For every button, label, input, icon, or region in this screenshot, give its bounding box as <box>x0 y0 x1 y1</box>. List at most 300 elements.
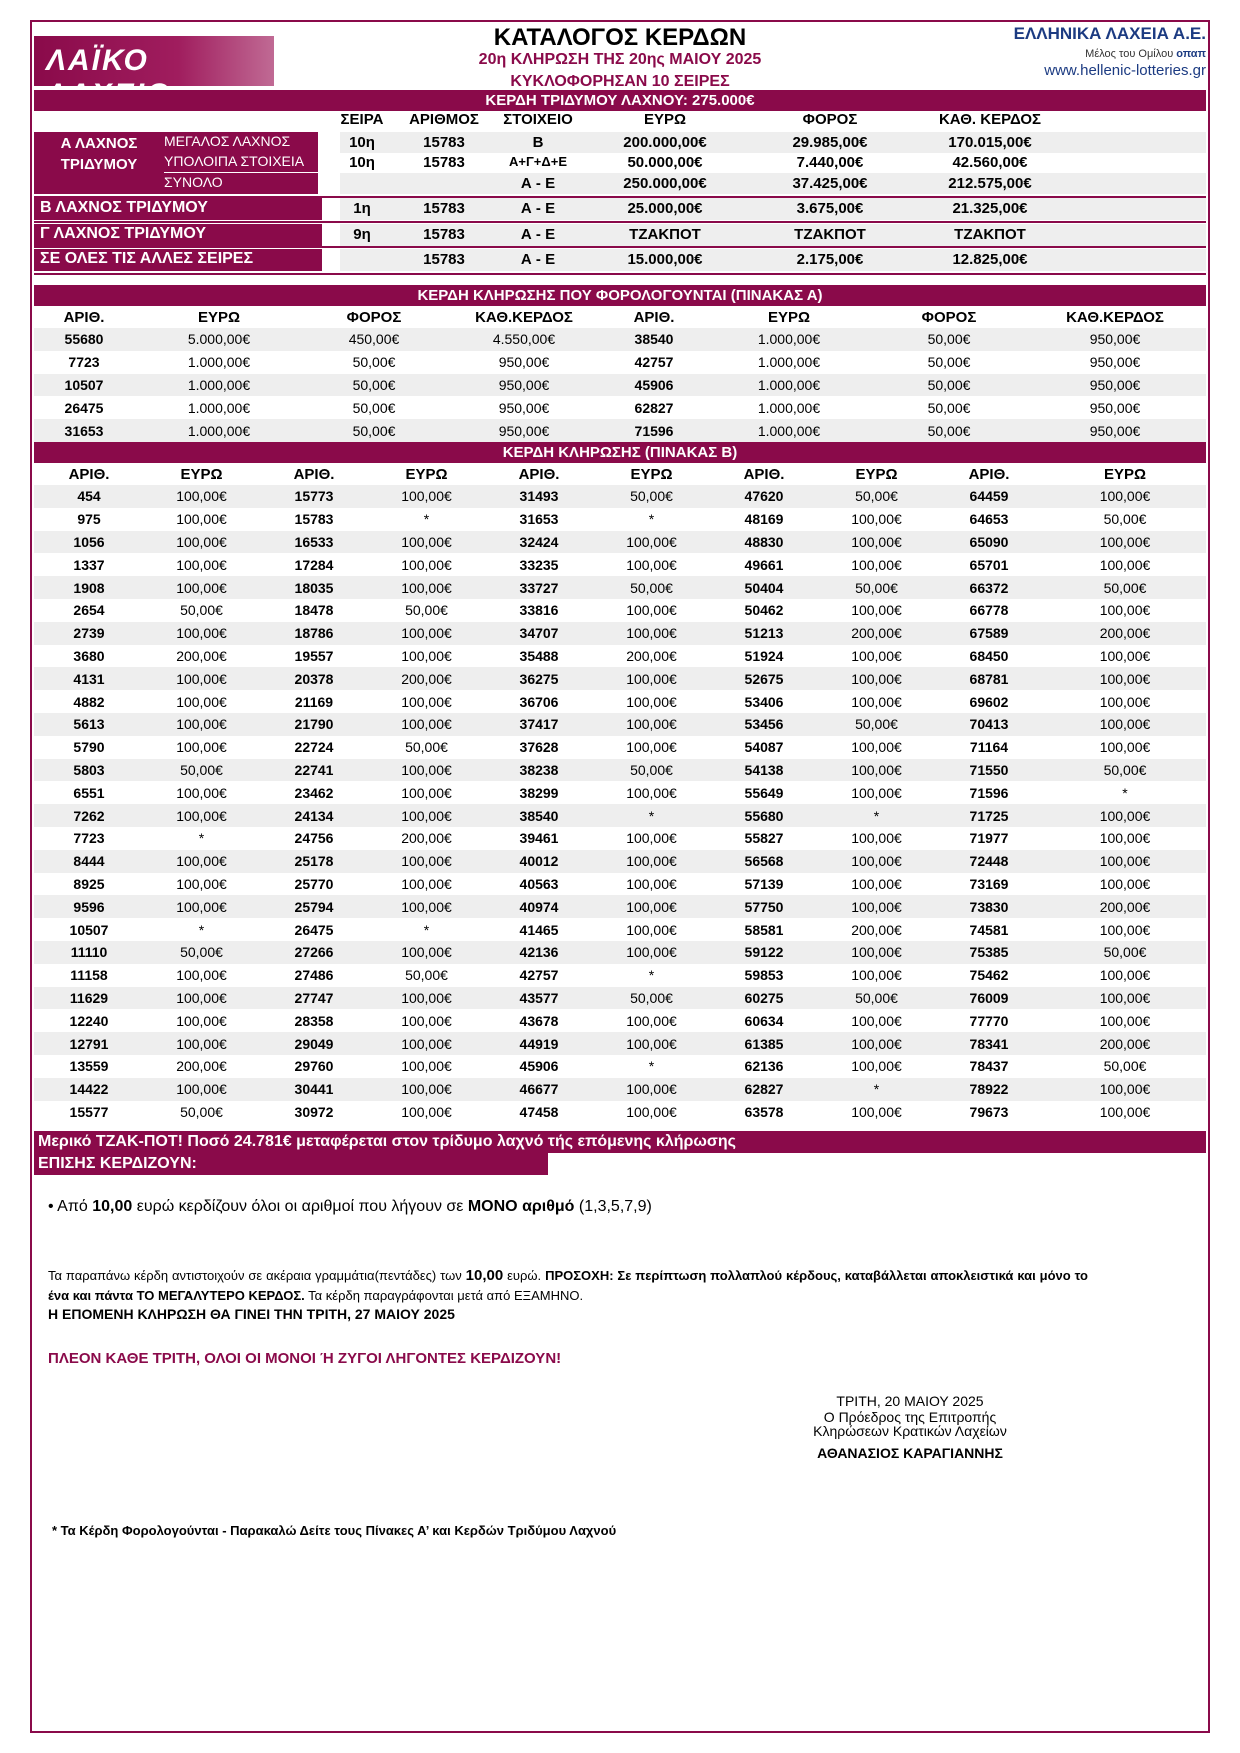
prize-amount: 200,00€ <box>1044 895 1206 918</box>
prize-amount: 100,00€ <box>401 875 452 892</box>
prize-amount: 100,00€ <box>851 556 902 573</box>
tableB-header: ΑΡΙΘ. <box>68 465 110 483</box>
triple-cell-net: 12.825,00€ <box>952 251 1028 268</box>
prize-amount: 100,00€ <box>851 1058 902 1075</box>
company-name: ΕΛΛΗΝΙΚΑ ΛΑΧΕΙΑ Α.Ε. <box>1013 24 1206 43</box>
prize-amount: 200,00€ <box>176 647 227 664</box>
bullet-odd-numbers: • Από 10,00 ευρώ κερδίζουν όλοι οι αριθμοί που λήγουν σε ΜΟΝΟ αριθμό (1,3,5,7,9) <box>48 1198 652 1215</box>
tableB-header: ΑΡΙΘ. <box>293 465 335 483</box>
ticket-number: 66372 <box>934 576 1044 599</box>
table-row <box>34 873 1206 896</box>
ticket-number: 45906 <box>604 374 704 397</box>
ticket-number: 26475 <box>294 921 334 938</box>
ticket-number: 27747 <box>259 987 369 1010</box>
prize-amount: * <box>594 804 709 827</box>
ticket-number: 25178 <box>259 850 369 873</box>
ticket-number: 23462 <box>294 784 334 801</box>
ticket-number: 6551 <box>73 784 105 801</box>
triple-cell-num: 15783 <box>423 226 465 243</box>
prize-amount: 100,00€ <box>819 850 934 873</box>
table-row <box>34 508 1206 531</box>
ticket-number: 8444 <box>34 850 144 873</box>
ticket-number: 46677 <box>484 1078 594 1101</box>
table-row <box>34 351 1206 374</box>
ticket-number: 7723 <box>68 354 100 371</box>
prize-amount: 100,00€ <box>594 667 709 690</box>
prize-amount: 50,00€ <box>304 419 444 442</box>
prize-amount: 100,00€ <box>1044 987 1206 1010</box>
prize-amount: 50,00€ <box>594 759 709 782</box>
ticket-number: 51924 <box>744 647 784 664</box>
prize-amount: 450,00€ <box>304 328 444 351</box>
also-win-bar: ΕΠΙΣΗΣ ΚΕΡΔΙΖΟΥΝ: <box>34 1153 548 1175</box>
ticket-number: 69602 <box>969 693 1009 710</box>
triple-header-5: ΚΑΘ. ΚΕΡΔΟΣ <box>938 111 1042 128</box>
prize-amount: 100,00€ <box>626 875 677 892</box>
ticket-number: 47458 <box>519 1103 559 1120</box>
prize-amount: 1.000,00€ <box>187 399 251 416</box>
prize-amount: 100,00€ <box>176 784 227 801</box>
prize-amount: * <box>423 921 430 938</box>
table-row <box>34 964 1206 987</box>
prize-amount: 50,00€ <box>819 713 934 736</box>
triple-header-0: ΣΕΙΡΑ <box>340 111 384 128</box>
ticket-number: 72448 <box>934 850 1044 873</box>
triple-header-3: ΕΥΡΩ <box>643 111 687 128</box>
opap-brand: οπαπ <box>1176 48 1206 60</box>
prize-amount: 100,00€ <box>144 895 259 918</box>
ticket-number: 27266 <box>259 941 369 964</box>
prize-amount: 50,00€ <box>594 485 709 508</box>
ticket-number: 4882 <box>73 693 105 710</box>
tableA-header: ΚΑΘ.ΚΕΡΔΟΣ <box>1066 308 1164 326</box>
triple-row-label-3: Β ΛΑΧΝΟΣ ΤΡΙΔΥΜΟΥ <box>40 199 208 216</box>
prize-amount: 100,00€ <box>1099 830 1151 847</box>
ticket-number: 35488 <box>519 647 559 664</box>
prize-amount: 50,00€ <box>304 374 444 397</box>
triple-cell-stoixeio: Β <box>532 134 544 151</box>
prize-amount: 100,00€ <box>369 713 484 736</box>
ticket-number: 78922 <box>934 1078 1044 1101</box>
prize-amount: 950,00€ <box>498 399 550 416</box>
prize-amount: 200,00€ <box>1044 1032 1206 1055</box>
tableB-header: ΑΡΙΘ. <box>743 465 785 483</box>
tableB-header: ΕΥΡΩ <box>855 465 898 483</box>
prize-amount: 100,00€ <box>594 713 709 736</box>
ticket-number: 43678 <box>519 1012 559 1029</box>
tableB-header: ΑΡΙΘ. <box>518 465 560 483</box>
ticket-number: 79673 <box>969 1103 1009 1120</box>
ticket-number: 37628 <box>519 739 559 756</box>
prize-amount: 100,00€ <box>369 941 484 964</box>
ticket-number: 75462 <box>969 967 1009 984</box>
table-row <box>34 328 1206 351</box>
ticket-number: 16533 <box>259 531 369 554</box>
prize-amount: * <box>819 804 934 827</box>
prize-amount: 100,00€ <box>1044 1078 1206 1101</box>
prize-amount: 100,00€ <box>594 895 709 918</box>
ticket-number: 71977 <box>969 830 1009 847</box>
prize-amount: 100,00€ <box>369 895 484 918</box>
prize-amount: 50,00€ <box>594 576 709 599</box>
prize-amount: 100,00€ <box>1099 875 1151 892</box>
ticket-number: 61385 <box>709 1032 819 1055</box>
ticket-number: 43577 <box>484 987 594 1010</box>
signature-date: ΤΡΙΤΗ, 20 ΜΑΙΟΥ 2025 <box>836 1393 984 1409</box>
prize-amount: 100,00€ <box>626 739 677 756</box>
table-row <box>34 531 1206 554</box>
signature-role1: Ο Πρόεδρος της Επιτροπής <box>823 1409 997 1425</box>
prize-amount: 50,00€ <box>352 399 396 416</box>
prize-amount: 50,00€ <box>144 941 259 964</box>
ticket-number: 12240 <box>69 1012 109 1029</box>
triple-row-label-1: ΥΠΟΛΟΙΠΑ ΣΤΟΙΧΕΙΑ <box>164 153 305 169</box>
triple-cell-euro: 200.000,00€ <box>623 134 707 151</box>
ticket-number: 33727 <box>484 576 594 599</box>
ticket-number: 22724 <box>294 739 334 756</box>
ticket-number: 71725 <box>934 804 1044 827</box>
prize-amount: 200,00€ <box>819 622 934 645</box>
prize-amount: 100,00€ <box>851 739 902 756</box>
triple-cell-euro: 25.000,00€ <box>627 200 703 217</box>
ticket-number: 70413 <box>934 713 1044 736</box>
prize-amount: 100,00€ <box>1044 713 1206 736</box>
prize-amount: 200,00€ <box>851 921 902 938</box>
prize-amount: 100,00€ <box>401 647 452 664</box>
triple-header-1: ΑΡΙΘΜΟΣ <box>409 111 479 128</box>
ticket-number: 18035 <box>259 576 369 599</box>
ticket-number: 71596 <box>969 784 1009 801</box>
ticket-number: 31493 <box>484 485 594 508</box>
ticket-number: 33816 <box>519 602 559 619</box>
prize-amount: * <box>648 1058 655 1075</box>
prize-amount: 950,00€ <box>1089 354 1141 371</box>
logo-text: ΛΑΪΚΟ <box>46 44 149 77</box>
tableA-header: ΦΟΡΟΣ <box>921 308 977 326</box>
tableB-header: ΕΥΡΩ <box>405 465 448 483</box>
ticket-number: 11158 <box>70 967 108 984</box>
table-row <box>34 419 1206 442</box>
table-row <box>34 827 1206 850</box>
prize-amount: 100,00€ <box>819 531 934 554</box>
prize-amount: 100,00€ <box>594 1032 709 1055</box>
tableB-header-row <box>34 463 1206 485</box>
prize-amount: 100,00€ <box>851 647 902 664</box>
prize-amount: 100,00€ <box>369 1032 484 1055</box>
prize-amount: 100,00€ <box>851 693 902 710</box>
prize-amount: 100,00€ <box>369 1078 484 1101</box>
prize-amount: 100,00€ <box>1099 693 1151 710</box>
ticket-number: 45906 <box>519 1058 559 1075</box>
prize-amount: 100,00€ <box>626 784 677 801</box>
ticket-number: 42136 <box>484 941 594 964</box>
triple-cell-stoixeio: Α - Ε <box>520 226 556 243</box>
prize-amount: 100,00€ <box>401 693 452 710</box>
table-row <box>34 781 1206 804</box>
table-row <box>34 895 1206 918</box>
prize-amount: * <box>1122 784 1128 801</box>
tableA-header: ΕΥΡΩ <box>767 308 811 326</box>
a-lachnos-label-1: Α ΛΑΧΝΟΣ <box>60 135 138 152</box>
table-row <box>34 736 1206 759</box>
tableA-header: ΑΡΙΘ. <box>633 308 675 326</box>
prize-amount: 100,00€ <box>369 531 484 554</box>
prize-amount: 100,00€ <box>369 759 484 782</box>
ticket-number: 51213 <box>709 622 819 645</box>
prize-amount: 50,00€ <box>144 759 259 782</box>
ticket-number: 26475 <box>64 399 104 416</box>
prize-amount: 1.000,00€ <box>704 419 874 442</box>
ticket-number: 53406 <box>744 693 784 710</box>
ticket-number: 71164 <box>969 739 1009 756</box>
prize-amount: 50,00€ <box>352 354 396 371</box>
ticket-number: 36706 <box>519 693 559 710</box>
ticket-number: 4131 <box>34 667 144 690</box>
ticket-number: 13559 <box>69 1058 109 1075</box>
ticket-number: 62827 <box>634 399 674 416</box>
triple-cell-seira: 9η <box>353 226 371 243</box>
prize-amount: 100,00€ <box>819 667 934 690</box>
table-a <box>34 306 1206 442</box>
triple-cell-num: 15783 <box>423 154 465 171</box>
ticket-number: 21790 <box>259 713 369 736</box>
prize-amount: 100,00€ <box>1044 850 1206 873</box>
signature-role2: Κληρώσεων Κρατικών Λαχείων <box>813 1423 1007 1439</box>
prize-amount: * <box>648 967 655 984</box>
prize-amount: 50,00€ <box>1044 759 1206 782</box>
triple-cell-net: 21.325,00€ <box>952 200 1028 217</box>
triple-divider <box>34 196 1206 198</box>
table-row <box>34 804 1206 827</box>
prize-amount: 100,00€ <box>1099 1012 1151 1029</box>
ticket-number: 65090 <box>934 531 1044 554</box>
tableB-header: ΕΥΡΩ <box>180 465 223 483</box>
prize-amount: 50,00€ <box>927 399 971 416</box>
prize-amount: 100,00€ <box>369 850 484 873</box>
ticket-number: 5790 <box>73 739 105 756</box>
triple-cell-tax: 2.175,00€ <box>796 251 864 268</box>
prize-amount: 200,00€ <box>401 830 452 847</box>
ticket-number: 36275 <box>484 667 594 690</box>
prize-amount: 5.000,00€ <box>134 328 304 351</box>
prize-amount: 200,00€ <box>626 647 677 664</box>
ticket-number: 15783 <box>294 511 334 528</box>
triple-cell-num: 15783 <box>423 251 465 268</box>
ticket-number: 53456 <box>709 713 819 736</box>
prize-amount: 100,00€ <box>819 941 934 964</box>
ticket-number: 27486 <box>294 967 334 984</box>
prize-amount: * <box>423 511 430 528</box>
ticket-number: 11110 <box>34 941 144 964</box>
triple-row-label-0: ΜΕΓΑΛΟΣ ΛΑΧΝΟΣ <box>164 133 291 149</box>
triple-cell-tax: 3.675,00€ <box>796 200 864 217</box>
ticket-number: 42757 <box>634 354 674 371</box>
triple-cell-tax: 29.985,00€ <box>792 134 868 151</box>
member-line <box>1006 48 1206 60</box>
prize-amount: 100,00€ <box>176 739 227 756</box>
ticket-number: 11629 <box>34 987 144 1010</box>
ticket-number: 67589 <box>934 622 1044 645</box>
ticket-number: 454 <box>34 485 144 508</box>
ticket-number: 22741 <box>259 759 369 782</box>
website-link[interactable]: www.hellenic-lotteries.gr <box>1044 62 1206 79</box>
table-b <box>34 463 1206 1123</box>
ticket-number: 19557 <box>294 647 334 664</box>
promo-text: ΠΛΕΟΝ ΚΑΘΕ ΤΡΙΤΗ, ΟΛΟΙ ΟΙ ΜΟΝΟΙ Ή ΖΥΓΟΙ ΛΗΓΟΝΤΕΣ ΚΕΡΔΙΖΟΥΝ! <box>48 1350 562 1367</box>
signature-name: ΑΘΑΝΑΣΙΟΣ ΚΑΡΑΓΙΑΝΝΗΣ <box>817 1445 1003 1461</box>
prize-amount: 100,00€ <box>401 1058 452 1075</box>
prize-amount: 100,00€ <box>144 804 259 827</box>
table-row <box>34 713 1206 736</box>
series-count: ΚΥΚΛΟΦΟΡΗΣΑΝ 10 ΣΕΙΡΕΣ <box>510 73 730 90</box>
prize-amount: 100,00€ <box>594 531 709 554</box>
prize-amount: 100,00€ <box>369 804 484 827</box>
tableA-header-row <box>34 306 1206 328</box>
ticket-number: 10507 <box>34 374 134 397</box>
prize-amount: 100,00€ <box>176 693 227 710</box>
ticket-number: 55680 <box>709 804 819 827</box>
table-row <box>34 576 1206 599</box>
prize-amount: 200,00€ <box>369 667 484 690</box>
ticket-number: 56568 <box>709 850 819 873</box>
triple-cell-tax: 37.425,00€ <box>792 175 868 192</box>
ticket-number: 74581 <box>969 921 1009 938</box>
prize-amount: 100,00€ <box>819 759 934 782</box>
ticket-number: 77770 <box>969 1012 1009 1029</box>
prize-amount: 100,00€ <box>144 713 259 736</box>
ticket-number: 49661 <box>744 556 784 573</box>
ticket-number: 15577 <box>69 1103 109 1120</box>
prize-amount: 100,00€ <box>851 967 902 984</box>
prize-amount: 50,00€ <box>180 602 223 619</box>
table-row <box>34 1078 1206 1101</box>
table-row <box>34 987 1206 1010</box>
ticket-number: 38238 <box>484 759 594 782</box>
ticket-number: 52675 <box>709 667 819 690</box>
prize-amount: 100,00€ <box>1099 647 1151 664</box>
triple-cell-net: ΤΖΑΚΠΟΤ <box>954 226 1026 243</box>
ticket-number: 33235 <box>519 556 559 573</box>
ticket-number: 50462 <box>744 602 784 619</box>
prize-amount: 200,00€ <box>1044 622 1206 645</box>
prize-amount: 50,00€ <box>180 1103 223 1120</box>
prize-amount: 100,00€ <box>144 531 259 554</box>
prize-amount: 100,00€ <box>594 850 709 873</box>
prize-amount: 100,00€ <box>369 485 484 508</box>
prize-amount: 950,00€ <box>1024 374 1206 397</box>
ticket-number: 7262 <box>34 804 144 827</box>
prize-amount: 1.000,00€ <box>134 374 304 397</box>
triple-header-2: ΣΤΟΙΧΕΙΟ <box>503 111 573 128</box>
prize-amount: 100,00€ <box>1044 531 1206 554</box>
triple-cell-stoixeio: Α - Ε <box>520 200 556 217</box>
prize-amount: 50,00€ <box>405 602 448 619</box>
prize-amount: 1.000,00€ <box>187 354 251 371</box>
table-row <box>34 553 1206 576</box>
ticket-number: 64653 <box>969 511 1009 528</box>
prize-amount: 1.000,00€ <box>704 328 874 351</box>
prize-amount: 100,00€ <box>176 511 227 528</box>
prize-amount: 100,00€ <box>1099 967 1151 984</box>
prize-amount: 100,00€ <box>594 941 709 964</box>
ticket-number: 55649 <box>744 784 784 801</box>
ticket-number: 47620 <box>709 485 819 508</box>
triple-cell-euro: 50.000,00€ <box>627 154 703 171</box>
terms-note: Τα παραπάνω κέρδη αντιστοιχούν σε ακέραια γραμμάτια(πεντάδες) των 10,00 ευρώ. ΠΡΟΣΟΧΗ: Σε περίπτωση πολλαπλού κέρδους, καταβάλλεται αποκλειστικά και μόνο το ένα και πάντα ΤΟ ΜΕΓΑΛΥΤΕΡΟ ΚΕΡΔΟΣ. Τα κέρδη παραγράφονται μετά από ΕΞΑΜΗΝΟ. <box>48 1267 1088 1303</box>
hellenic-lotteries-logo <box>1006 24 1206 79</box>
prize-amount: 50,00€ <box>874 419 1024 442</box>
ticket-number: 78437 <box>969 1058 1009 1075</box>
triple-row-label-4: Γ ΛΑΧΝΟΣ ΤΡΙΔΥΜΟΥ <box>40 225 207 242</box>
ticket-number: 64459 <box>934 485 1044 508</box>
prize-amount: 100,00€ <box>819 1032 934 1055</box>
tableA-header: ΦΟΡΟΣ <box>346 308 402 326</box>
table-row <box>34 941 1206 964</box>
table-row <box>34 396 1206 419</box>
ticket-number: 58581 <box>744 921 784 938</box>
triple-divider <box>34 221 1206 223</box>
ticket-number: 30441 <box>259 1078 369 1101</box>
prize-amount: 100,00€ <box>851 511 902 528</box>
ticket-number: 18478 <box>294 602 334 619</box>
prize-amount: 100,00€ <box>626 602 677 619</box>
ticket-number: 1337 <box>73 556 105 573</box>
ticket-number: 37417 <box>484 713 594 736</box>
prize-amount: 50,00€ <box>819 987 934 1010</box>
prize-amount: 100,00€ <box>851 1103 902 1120</box>
triple-cell-stoixeio: Α+Γ+Δ+Ε <box>509 154 567 169</box>
table-row <box>34 485 1206 508</box>
prize-amount: 100,00€ <box>626 830 677 847</box>
prize-amount: 50,00€ <box>874 328 1024 351</box>
ticket-number: 55827 <box>744 830 784 847</box>
table-row <box>34 667 1206 690</box>
prize-amount: * <box>819 1078 934 1101</box>
prize-amount: 100,00€ <box>1044 667 1206 690</box>
ticket-number: 8925 <box>73 875 105 892</box>
prize-amount: 100,00€ <box>626 1103 677 1120</box>
triple-cell-tax: ΤΖΑΚΠΟΤ <box>794 226 866 243</box>
prize-amount: 100,00€ <box>851 602 902 619</box>
triple-cell-net: 212.575,00€ <box>948 175 1032 192</box>
ticket-number: 32424 <box>484 531 594 554</box>
prize-amount: 100,00€ <box>1044 804 1206 827</box>
table-row <box>34 1009 1206 1032</box>
ticket-number: 25794 <box>259 895 369 918</box>
prize-amount: 100,00€ <box>176 556 227 573</box>
ticket-number: 29760 <box>294 1058 334 1075</box>
ticket-number: 5613 <box>34 713 144 736</box>
triple-cell-seira: 1η <box>353 200 371 217</box>
prize-amount: 100,00€ <box>626 1012 677 1029</box>
table-row <box>34 850 1206 873</box>
ticket-number: 44919 <box>484 1032 594 1055</box>
jackpot-bar: Μερικό ΤΖΑΚ-ΠΟΤ! Ποσό 24.781€ μεταφέρεται στον τρίδυμο λαχνό τής επόμενης κλήρωσης <box>34 1131 1206 1153</box>
prize-amount: 200,00€ <box>176 1058 227 1075</box>
prize-amount: 100,00€ <box>176 967 227 984</box>
prize-amount: * <box>648 511 655 528</box>
triple-cell-stoixeio: Α - Ε <box>520 251 556 268</box>
ticket-number: 24134 <box>259 804 369 827</box>
triple-divider <box>34 246 1206 248</box>
ticket-number: 40012 <box>484 850 594 873</box>
draw-subtitle: 20η ΚΛΗΡΩΣΗ ΤΗΣ 20ης ΜΑΙΟΥ 2025 <box>478 51 762 68</box>
table-row <box>34 1055 1206 1078</box>
ticket-number: 38540 <box>484 804 594 827</box>
prize-amount: 950,00€ <box>1024 419 1206 442</box>
ticket-number: 66778 <box>969 602 1009 619</box>
ticket-number: 62136 <box>744 1058 784 1075</box>
